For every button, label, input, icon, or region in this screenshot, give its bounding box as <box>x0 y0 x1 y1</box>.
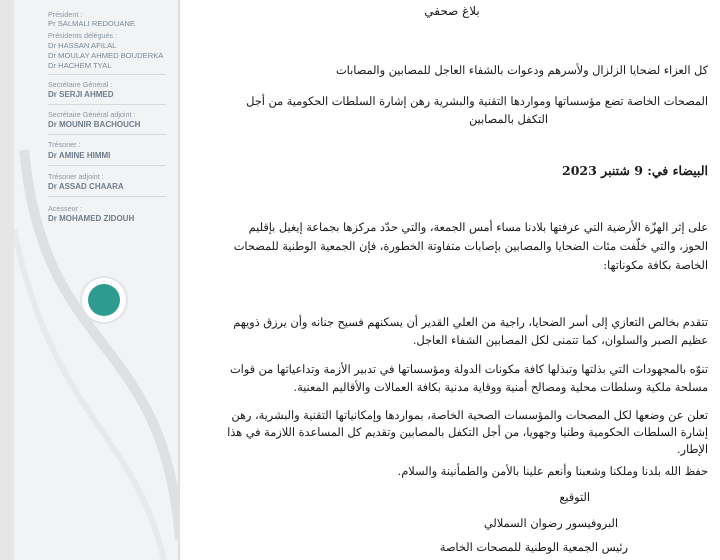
document-date: البيضاء في: 9 شتنبر 2023 <box>562 163 708 178</box>
sidebar-separator <box>48 104 166 105</box>
treasurer-adj-role: Trésorier adjoint : <box>48 172 104 181</box>
assessor-role: Acesseur : <box>48 204 82 213</box>
document-heading: بلاغ صحفي <box>424 4 480 18</box>
sidebar-separator <box>48 196 166 197</box>
secgen-name: Dr SERJI AHMED <box>48 90 114 99</box>
subtitle-condolences: كل العزاء لضحايا الزلزال ولأسرهم ودعوات بالشفاء العاجل للمصابين والمصابات <box>336 64 708 77</box>
paragraph-line: الإطار. <box>676 443 708 456</box>
letterhead-sidebar <box>14 0 180 560</box>
accent-circle-icon <box>88 284 120 316</box>
sidebar-separator <box>48 165 166 166</box>
sidebar-divider <box>178 0 180 560</box>
delegate-name: Dr HACHEM TYAL <box>48 61 112 70</box>
treasurer-name: Dr AMINE HIMMI <box>48 151 111 160</box>
sidebar-separator <box>48 74 166 75</box>
closing-line: حفظ الله بلدنا وملكنا وشعبنا وأنعم علينا بالأمن والطمأنينة والسلام. <box>397 465 708 478</box>
paragraph-line: عظيم الصبر والسلوان، كما تتمنى لكل المصابين الشفاء العاجل. <box>412 334 708 347</box>
secgen-role: Secrétaire Général : <box>48 80 113 89</box>
paragraph-line: تتقدم بخالص التعازي إلى أسر الضحايا، راجية من العلي القدير أن يسكنهم فسيح جنانه وأن يرزق ذويهم <box>233 316 708 329</box>
paragraph-line: إشارة السلطات الحكومية وطنيا وجهويا، من أجل التكفل بالمصابين وتقديم كل المساعدة اللازمة في هذا <box>227 426 708 439</box>
signatory-title: رئيس الجمعية الوطنية للمصحات الخاصة <box>439 541 628 554</box>
treasurer-role: Trésorier : <box>48 140 81 149</box>
page-left-margin <box>0 0 14 560</box>
treasurer-adj-name: Dr ASSAD CHAARA <box>48 182 124 191</box>
signatory-name: البروفيسور رضوان السملالي <box>483 517 618 530</box>
press-release-body <box>196 0 708 560</box>
sidebar-separator <box>48 134 166 135</box>
paragraph-line: على إثر الهزّة الأرضية التي عرفتها بلادنا مساء أمس الجمعة، والتي حدّد مركزها بجماعة إيغيل بإقليم <box>248 221 708 234</box>
paragraph-line: تنوّه بالمجهودات التي بذلتها وتبذلها كافة مكونات الدولة ومؤسساتها في تدبير الأزمة وتداعياتها من قوات <box>229 363 708 376</box>
delegate-name: Dr MOULAY AHMED BOUDERKA <box>48 51 164 60</box>
president-name: Pr SALMALI REDOUANE <box>48 19 135 28</box>
paragraph-line: تعلن عن وضعها لكل المصحات والمؤسسات الصحية الخاصة، بمواردها وإمكانياتها التقنية والبشرية، رهن <box>231 409 708 422</box>
assessor-name: Dr MOHAMED ZIDOUH <box>48 214 135 223</box>
paragraph-line: الحوز، والتي خلّفت مئات الضحايا والمصابين بإصابات متفاوتة الخطورة، فإن الجمعية الوطنية للمصحات <box>233 240 708 253</box>
subtitle-clinics-line: التكفل بالمصابين <box>468 113 548 126</box>
subtitle-clinics-line: المصحات الخاصة تضع مؤسساتها ومواردها التقنية والبشرية رهن إشارة السلطات الحكومية من أجل <box>246 95 708 108</box>
president-role: Président : <box>48 10 83 19</box>
paragraph-line: الخاصة بكافة مكوناتها: <box>603 259 708 272</box>
secgen-adj-name: Dr MOUNIR BACHOUCH <box>48 120 141 129</box>
delegate-name: Dr HASSAN AFILAL <box>48 41 117 50</box>
signature-label: التوقيع <box>559 491 590 504</box>
delegates-role: Présidents délégués : <box>48 31 118 40</box>
paragraph-line: مسلحة ملكية وسلطات محلية ومصالح أمنية ووقاية مدنية بكافة العمالات والأقاليم المعنية. <box>293 381 708 394</box>
secgen-adj-role: Secrétaire Général adjoint : <box>48 110 136 119</box>
